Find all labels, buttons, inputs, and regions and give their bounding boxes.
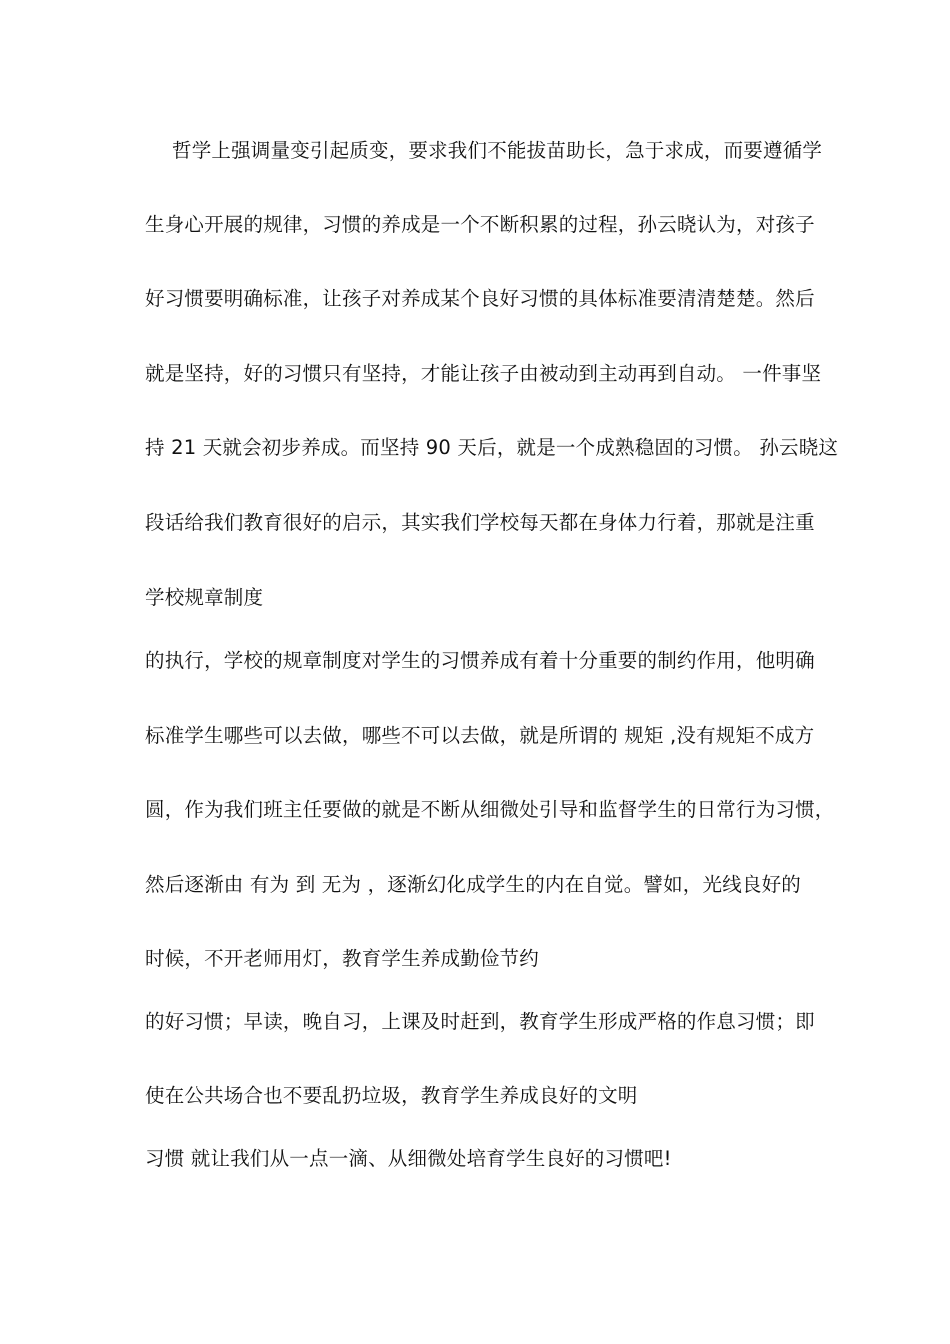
paragraph-line-5: 持 21 天就会初步养成。而坚持 90 天后，就是一个成熟稳固的习惯。 孙云晓这 [145, 436, 839, 459]
paragraph-line-14: 使在公共场合也不要乱扔垃圾，教育学生养成良好的文明 [145, 1084, 638, 1107]
paragraph-line-7: 学校规章制度 [145, 586, 264, 609]
paragraph-line-13: 的好习惯；早读，晚自习，上课及时赶到，教育学生形成严格的作息习惯；即 [145, 1010, 815, 1033]
paragraph-line-8: 的执行，学校的规章制度对学生的习惯养成有着十分重要的制约作用，他明确 [145, 649, 815, 672]
paragraph-line-3: 好习惯要明确标准，让孩子对养成某个良好习惯的具体标准要清清楚楚。然后 [145, 287, 815, 310]
paragraph-line-9: 标准学生哪些可以去做，哪些不可以去做，就是所谓的 规矩 ,没有规矩不成方 [145, 724, 815, 747]
paragraph-line-11: 然后逐渐由 有为 到 无为 ，逐渐幻化成学生的内在自觉。譬如，光线良好的 [145, 873, 801, 896]
paragraph-line-6: 段话给我们教育很好的启示，其实我们学校每天都在身体力行着，那就是注重 [145, 511, 815, 534]
paragraph-line-15: 习惯 就让我们从一点一滴、从细微处培育学生良好的习惯吧! [145, 1147, 672, 1170]
paragraph-line-4: 就是坚持，好的习惯只有坚持，才能让孩子由被动到主动再到自动。 一件事坚 [145, 362, 822, 385]
paragraph-line-10: 圆，作为我们班主任要做的就是不断从细微处引导和监督学生的日常行为习惯， [145, 798, 835, 821]
paragraph-line-12: 时候，不开老师用灯，教育学生养成勤俭节约 [145, 947, 540, 970]
paragraph-line-2: 生身心开展的规律，习惯的养成是一个不断积累的过程，孙云晓认为，对孩子 [145, 213, 815, 236]
paragraph-line-1: 哲学上强调量变引起质变，要求我们不能拔苗助长，急于求成，而要遵循学 [172, 139, 823, 162]
